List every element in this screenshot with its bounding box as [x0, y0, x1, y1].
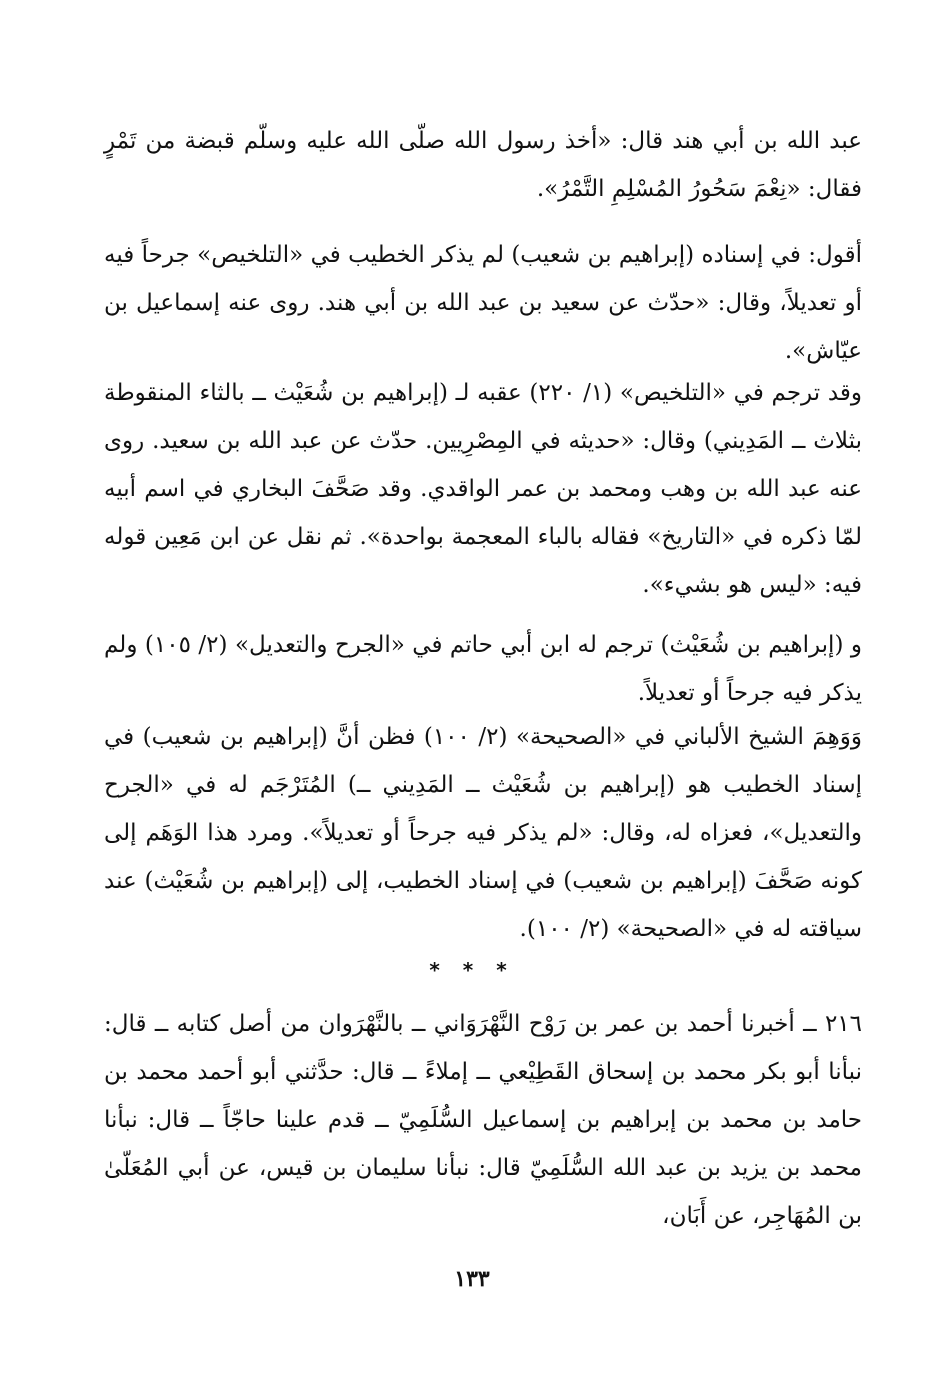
paragraph-hadith-end: عبد الله بن أبي هند قال: «أخذ رسول الله صلّى الله عليه وسلّم قبضة من تَمْرٍ فقال: «نِعْمَ سَحُورُ المُسْلِمِ التَّمْرُ». [104, 128, 862, 202]
paragraph-commentary-isnad: أقول: في إسناده (إبراهيم بن شعيب) لم يذكر الخطيب في «التلخيص» جرحاً فيه أو تعديلاً، وقال: «حدّث عن سعيد بن عبد الله بن أبي هند. روى عنه إسماعيل بن عيّاش». [104, 242, 862, 364]
paragraph-ibn-abi-hatim: و (إبراهيم بن شُعَيْث) ترجم له ابن أبي حاتم في «الجرح والتعديل» (٢/ ١٠٥) ولم يذكر فيه جرحاً أو تعديلاً. [104, 632, 862, 706]
section-separator: * * * [429, 958, 515, 982]
paragraph-talkhis-translation: وقد ترجم في «التلخيص» (١/ ٢٢٠) عقبه لـ (إبراهيم بن شُعَيْث ــ بالثاء المنقوطة بثلاث ــ المَدِيني) وقال: «حديثه في المِصْرِيين. حدّث عن عبد الله بن سعيد. روى عنه عبد الله بن وهب ومحمد بن عمر الواقدي. وقد صَحَّفَ البخاري في اسم أبيه لمّا ذكره في «التاريخ» فقاله بالباء المعجمة بواحدة». ثم نقل عن ابن مَعِين قوله فيه: «ليس هو بشيء». [104, 380, 863, 598]
page-number: ١٣٣ [454, 1266, 490, 1292]
paragraph-hadith-216: ٢١٦ ــ أخبرنا أحمد بن عمر بن رَوْح النَّهْرَوَاني ــ بالنَّهْرَوان من أصل كتابه ــ قال: نبأنا أبو بكر محمد بن إسحاق القَطِيْعي ــ إملاءً ــ قال: حدَّثني أبو أحمد محمد بن حامد بن محمد بن إبراهيم بن إسماعيل السُّلَمِيّ ــ قدم علينا حاجّاً ــ قال: نبأنا محمد بن يزيد بن عبد الله السُّلَمِيّ قال: نبأنا سليمان بن قيس، عن أبي المُعَلّىٰ بن المُهَاجِر، عن أَبَان، [104, 1011, 862, 1229]
paragraph-albani-error: وَوَهِمَ الشيخ الألباني في «الصحيحة» (٢/ ١٠٠) فظن أنَّ (إبراهيم بن شعيب) في إسناد الخطيب هو (إبراهيم بن شُعَيْث ــ المَدِيني ــ) المُتَرْجَم له في «الجرح والتعديل»، فعزاه له، وقال: «لم يذكر فيه جرحاً أو تعديلاً». ومرد هذا الوَهَم إلى كونه صَحَّفَ (إبراهيم بن شعيب) في إسناد الخطيب، إلى (إبراهيم بن شُعَيْث) عند سياقته له في «الصحيحة» (٢/ ١٠٠). [104, 724, 862, 942]
